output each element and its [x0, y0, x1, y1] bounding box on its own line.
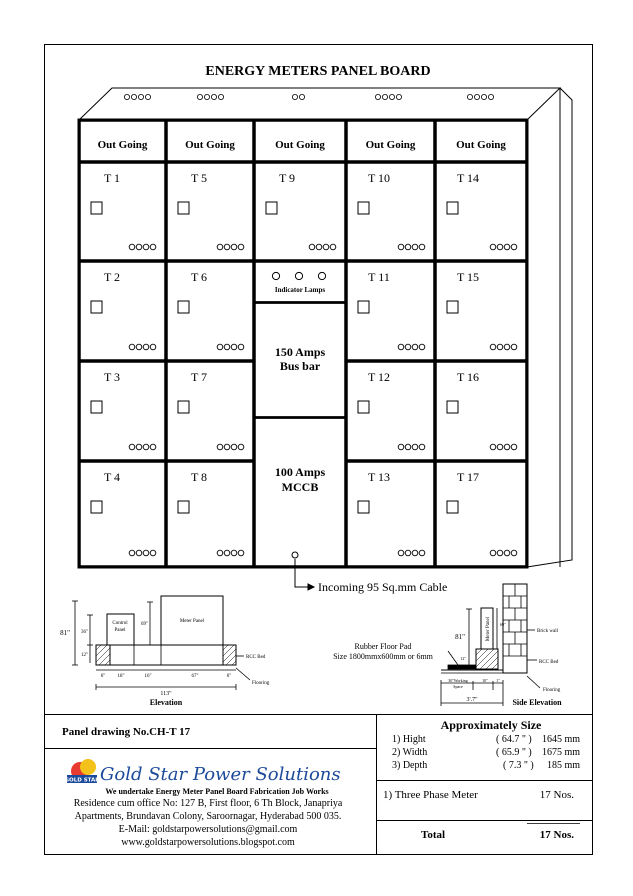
- size-row-mm: 1675 mm: [541, 747, 580, 758]
- terminal-hole: [238, 444, 244, 450]
- side-dim: 1": [496, 678, 500, 683]
- rubber-floor-pad: [448, 665, 476, 669]
- elevation-flooring: Flooring: [252, 681, 270, 686]
- terminal-hole: [405, 444, 411, 450]
- meter-label: T 4: [103, 470, 121, 484]
- terminal-hole: [136, 244, 142, 250]
- elevation-dim: 16": [144, 674, 152, 679]
- meter-cell: [80, 462, 166, 567]
- terminal-hole: [136, 444, 142, 450]
- terminal-hole: [504, 244, 510, 250]
- terminal-hole: [231, 550, 237, 556]
- terminal-hole: [238, 244, 244, 250]
- terminal-hole: [504, 344, 510, 350]
- indicator-lamp: [272, 272, 279, 279]
- incoming-cable-label: Incoming 95 Sq.mm Cable: [318, 580, 448, 594]
- meter-label: T 1: [103, 171, 121, 185]
- terminal-hole: [330, 244, 336, 250]
- item-qty: 17 Nos.: [539, 789, 574, 801]
- item-label: 1) Three Phase Meter: [383, 789, 478, 801]
- meter-label: T 15: [456, 270, 480, 284]
- terminal-hole: [511, 550, 517, 556]
- terminal-hole: [419, 244, 425, 250]
- elevation-label: Elevation: [149, 698, 183, 707]
- terminal-hole: [412, 344, 418, 350]
- elevation-dim: 18": [117, 674, 125, 679]
- drawing-title: ENERGY METERS PANEL BOARD: [205, 64, 431, 79]
- meter-cell: [167, 462, 254, 567]
- terminal-hole: [504, 550, 510, 556]
- meter-window: [266, 202, 277, 214]
- meter-window: [358, 202, 369, 214]
- terminal-hole: [143, 550, 149, 556]
- indicator-lamps-label: Indicator Lamps: [274, 286, 326, 294]
- meter-window: [178, 202, 189, 214]
- side-total-depth: 3'.7": [466, 697, 478, 703]
- meter-cell: [436, 362, 527, 461]
- side-dim: 12": [460, 656, 466, 661]
- elevation-dim: 6": [226, 674, 232, 679]
- elevation-dim: 67": [191, 674, 199, 679]
- company-logo: [65, 759, 101, 784]
- terminal-hole: [224, 550, 230, 556]
- terminal-hole: [129, 244, 135, 250]
- terminal-hole: [224, 344, 230, 350]
- terminal-hole: [224, 444, 230, 450]
- meter-window: [178, 401, 189, 413]
- terminal-hole: [217, 444, 223, 450]
- meter-window: [91, 401, 102, 413]
- elevation-meter-panel-label: Meter Panel: [179, 619, 205, 624]
- meter-label: T 9: [278, 171, 296, 185]
- terminal-hole: [150, 444, 156, 450]
- elevation-rcc-bed: RCC Bed: [246, 655, 266, 660]
- terminal-hole: [490, 344, 496, 350]
- terminal-hole: [231, 344, 237, 350]
- elevation-dim: 12": [80, 653, 88, 658]
- terminal-hole: [217, 550, 223, 556]
- meter-label: T 12: [367, 370, 391, 384]
- meter-cell: [436, 262, 527, 361]
- busbar-line1: 150 Amps: [274, 345, 326, 359]
- terminal-hole: [504, 444, 510, 450]
- top-vent-circles: [124, 94, 493, 99]
- meter-cell: [167, 163, 254, 261]
- company-address1: Residence cum office No: 127 B, First floor, 6 Th Block, Janapriya: [73, 798, 343, 809]
- outgoing-label: Out Going: [275, 139, 325, 151]
- meter-label: T 13: [367, 470, 391, 484]
- outgoing-label: Out Going: [365, 139, 416, 151]
- side-dim: 10": [482, 678, 488, 683]
- meter-label: T 3: [103, 370, 121, 384]
- mccb-line1: 100 Amps: [274, 465, 326, 479]
- terminal-hole: [490, 444, 496, 450]
- incoming-cable-pointer: [295, 559, 314, 590]
- side-brick-wall-label: Brick wall: [537, 629, 558, 634]
- size-row-label: 1) Hight: [392, 734, 426, 745]
- terminal-hole: [238, 344, 244, 350]
- meter-cell: [167, 262, 254, 361]
- company-name: Gold Star Power Solutions: [100, 764, 341, 785]
- meter-window: [447, 401, 458, 413]
- meter-cell: [80, 362, 166, 461]
- outgoing-label: Out Going: [97, 139, 148, 151]
- terminal-hole: [398, 344, 404, 350]
- rubber-pad-line2: Size 1800mmx600mm or 6mm: [333, 652, 433, 661]
- meter-label: T 5: [190, 171, 208, 185]
- total-label: Total: [421, 829, 446, 841]
- size-row-inches: ( 7.3 " ): [503, 760, 534, 771]
- meter-cell: [347, 362, 435, 461]
- meter-cell: [347, 163, 435, 261]
- meter-cell: [255, 163, 346, 261]
- meter-window: [358, 501, 369, 513]
- meter-window: [178, 501, 189, 513]
- terminal-hole: [231, 244, 237, 250]
- size-row-label: 2) Width: [392, 747, 428, 758]
- terminal-hole: [136, 344, 142, 350]
- elevation-dim: 36": [80, 630, 88, 635]
- elevation-hatch: [96, 645, 236, 665]
- outgoing-label: Out Going: [185, 139, 235, 151]
- terminal-hole: [231, 444, 237, 450]
- elevation-drawing: [72, 596, 250, 690]
- size-row-mm: 185 mm: [546, 760, 580, 771]
- meter-window: [91, 501, 102, 513]
- terminal-hole: [129, 344, 135, 350]
- terminal-hole: [490, 244, 496, 250]
- elevation-total-width: 113": [160, 691, 172, 697]
- company-email: E-Mail: goldstarpowersolutions@gmail.com: [118, 824, 298, 835]
- meter-label: T 14: [456, 171, 480, 185]
- terminal-hole: [511, 444, 517, 450]
- size-heading: Approximately Size: [440, 718, 542, 732]
- terminal-hole: [405, 550, 411, 556]
- meter-window: [447, 301, 458, 313]
- terminal-hole: [419, 550, 425, 556]
- meter-window: [91, 202, 102, 214]
- panel-front: [79, 120, 527, 567]
- side-meter-panel-label: Meter Panel: [486, 616, 491, 642]
- terminal-hole: [150, 344, 156, 350]
- company-website: www.goldstarpowersolutions.blogspot.com: [121, 837, 295, 848]
- side-flooring: Flooring: [543, 688, 561, 693]
- terminal-hole: [497, 550, 503, 556]
- terminal-hole: [497, 344, 503, 350]
- meter-label: T 11: [368, 270, 390, 284]
- drawing-number: Panel drawing No.CH-T 17: [62, 726, 191, 738]
- meter-label: T 8: [190, 470, 208, 484]
- terminal-hole: [398, 244, 404, 250]
- terminal-hole: [316, 244, 322, 250]
- meter-window: [358, 401, 369, 413]
- terminal-hole: [490, 550, 496, 556]
- meter-window: [178, 301, 189, 313]
- meter-window: [447, 202, 458, 214]
- meter-window: [91, 301, 102, 313]
- terminal-hole: [497, 244, 503, 250]
- meter-label: T 7: [190, 370, 208, 384]
- rubber-pad-line1: Rubber Floor Pad: [354, 642, 412, 651]
- meter-cell: [436, 163, 527, 261]
- center-column: [255, 262, 346, 567]
- terminal-hole: [150, 244, 156, 250]
- terminal-hole: [238, 550, 244, 556]
- company-tagline: We undertake Energy Meter Panel Board Fabrication Job Works: [105, 787, 329, 796]
- total-qty: 17 Nos.: [539, 829, 574, 841]
- size-row-inches: ( 64.7 " ): [496, 734, 532, 745]
- terminal-hole: [419, 444, 425, 450]
- working-space-line1: 30"Working: [448, 678, 468, 683]
- terminal-hole: [398, 550, 404, 556]
- meter-label: T 6: [190, 270, 208, 284]
- terminal-hole: [419, 344, 425, 350]
- company-logo-text: GOLD STAR: [64, 777, 100, 784]
- cable-entry: [292, 552, 298, 558]
- side-height: 81": [455, 633, 465, 641]
- terminal-hole: [405, 244, 411, 250]
- meter-label: T 10: [367, 171, 391, 185]
- side-dim: 69": [500, 622, 506, 627]
- terminal-hole: [143, 444, 149, 450]
- terminal-hole: [217, 344, 223, 350]
- meter-cell: [167, 362, 254, 461]
- terminal-hole: [405, 344, 411, 350]
- terminal-hole: [136, 550, 142, 556]
- terminal-hole: [143, 344, 149, 350]
- terminal-hole: [497, 444, 503, 450]
- indicator-lamp: [295, 272, 302, 279]
- meter-cells: [80, 121, 527, 567]
- terminal-hole: [143, 244, 149, 250]
- meter-cell: [80, 262, 166, 361]
- outgoing-label: Out Going: [456, 139, 506, 151]
- indicator-lamps-box: [255, 262, 346, 303]
- meter-cell: [347, 262, 435, 361]
- terminal-hole: [412, 550, 418, 556]
- terminal-hole: [224, 244, 230, 250]
- terminal-hole: [398, 444, 404, 450]
- company-address2: Apartments, Brundavan Colony, Saroornagar, Hyderabad 500 035.: [74, 811, 342, 822]
- panel-3d-outline: [79, 88, 572, 567]
- size-row-mm: 1645 mm: [541, 734, 580, 745]
- size-row-inches: ( 65.9 " ): [496, 747, 532, 758]
- terminal-hole: [323, 244, 329, 250]
- elevation-dim: 69": [140, 622, 148, 627]
- terminal-hole: [150, 550, 156, 556]
- terminal-hole: [129, 550, 135, 556]
- side-rcc-bed: RCC Bed: [539, 660, 559, 665]
- busbar-line2: Bus bar: [279, 359, 321, 373]
- terminal-hole: [412, 444, 418, 450]
- terminal-hole: [511, 244, 517, 250]
- elevation-dim: 6": [100, 674, 106, 679]
- working-space-line2: Space: [453, 684, 463, 689]
- meter-cell: [80, 163, 166, 261]
- terminal-hole: [217, 244, 223, 250]
- terminal-hole: [412, 244, 418, 250]
- mccb-line2: MCCB: [281, 480, 319, 494]
- meter-label: T 16: [456, 370, 480, 384]
- terminal-hole: [511, 344, 517, 350]
- meter-window: [447, 501, 458, 513]
- meter-window: [358, 301, 369, 313]
- terminal-hole: [129, 444, 135, 450]
- side-brick-wall: [503, 584, 527, 673]
- indicator-lamp: [318, 272, 325, 279]
- size-row-label: 3) Depth: [392, 760, 428, 771]
- elevation-control-panel-label: Control Panel: [112, 621, 128, 633]
- side-elevation-label: Side Elevation: [512, 698, 562, 707]
- terminal-hole: [309, 244, 315, 250]
- elevation-height: 81": [60, 629, 70, 637]
- meter-label: T 17: [456, 470, 480, 484]
- meter-label: T 2: [103, 270, 121, 284]
